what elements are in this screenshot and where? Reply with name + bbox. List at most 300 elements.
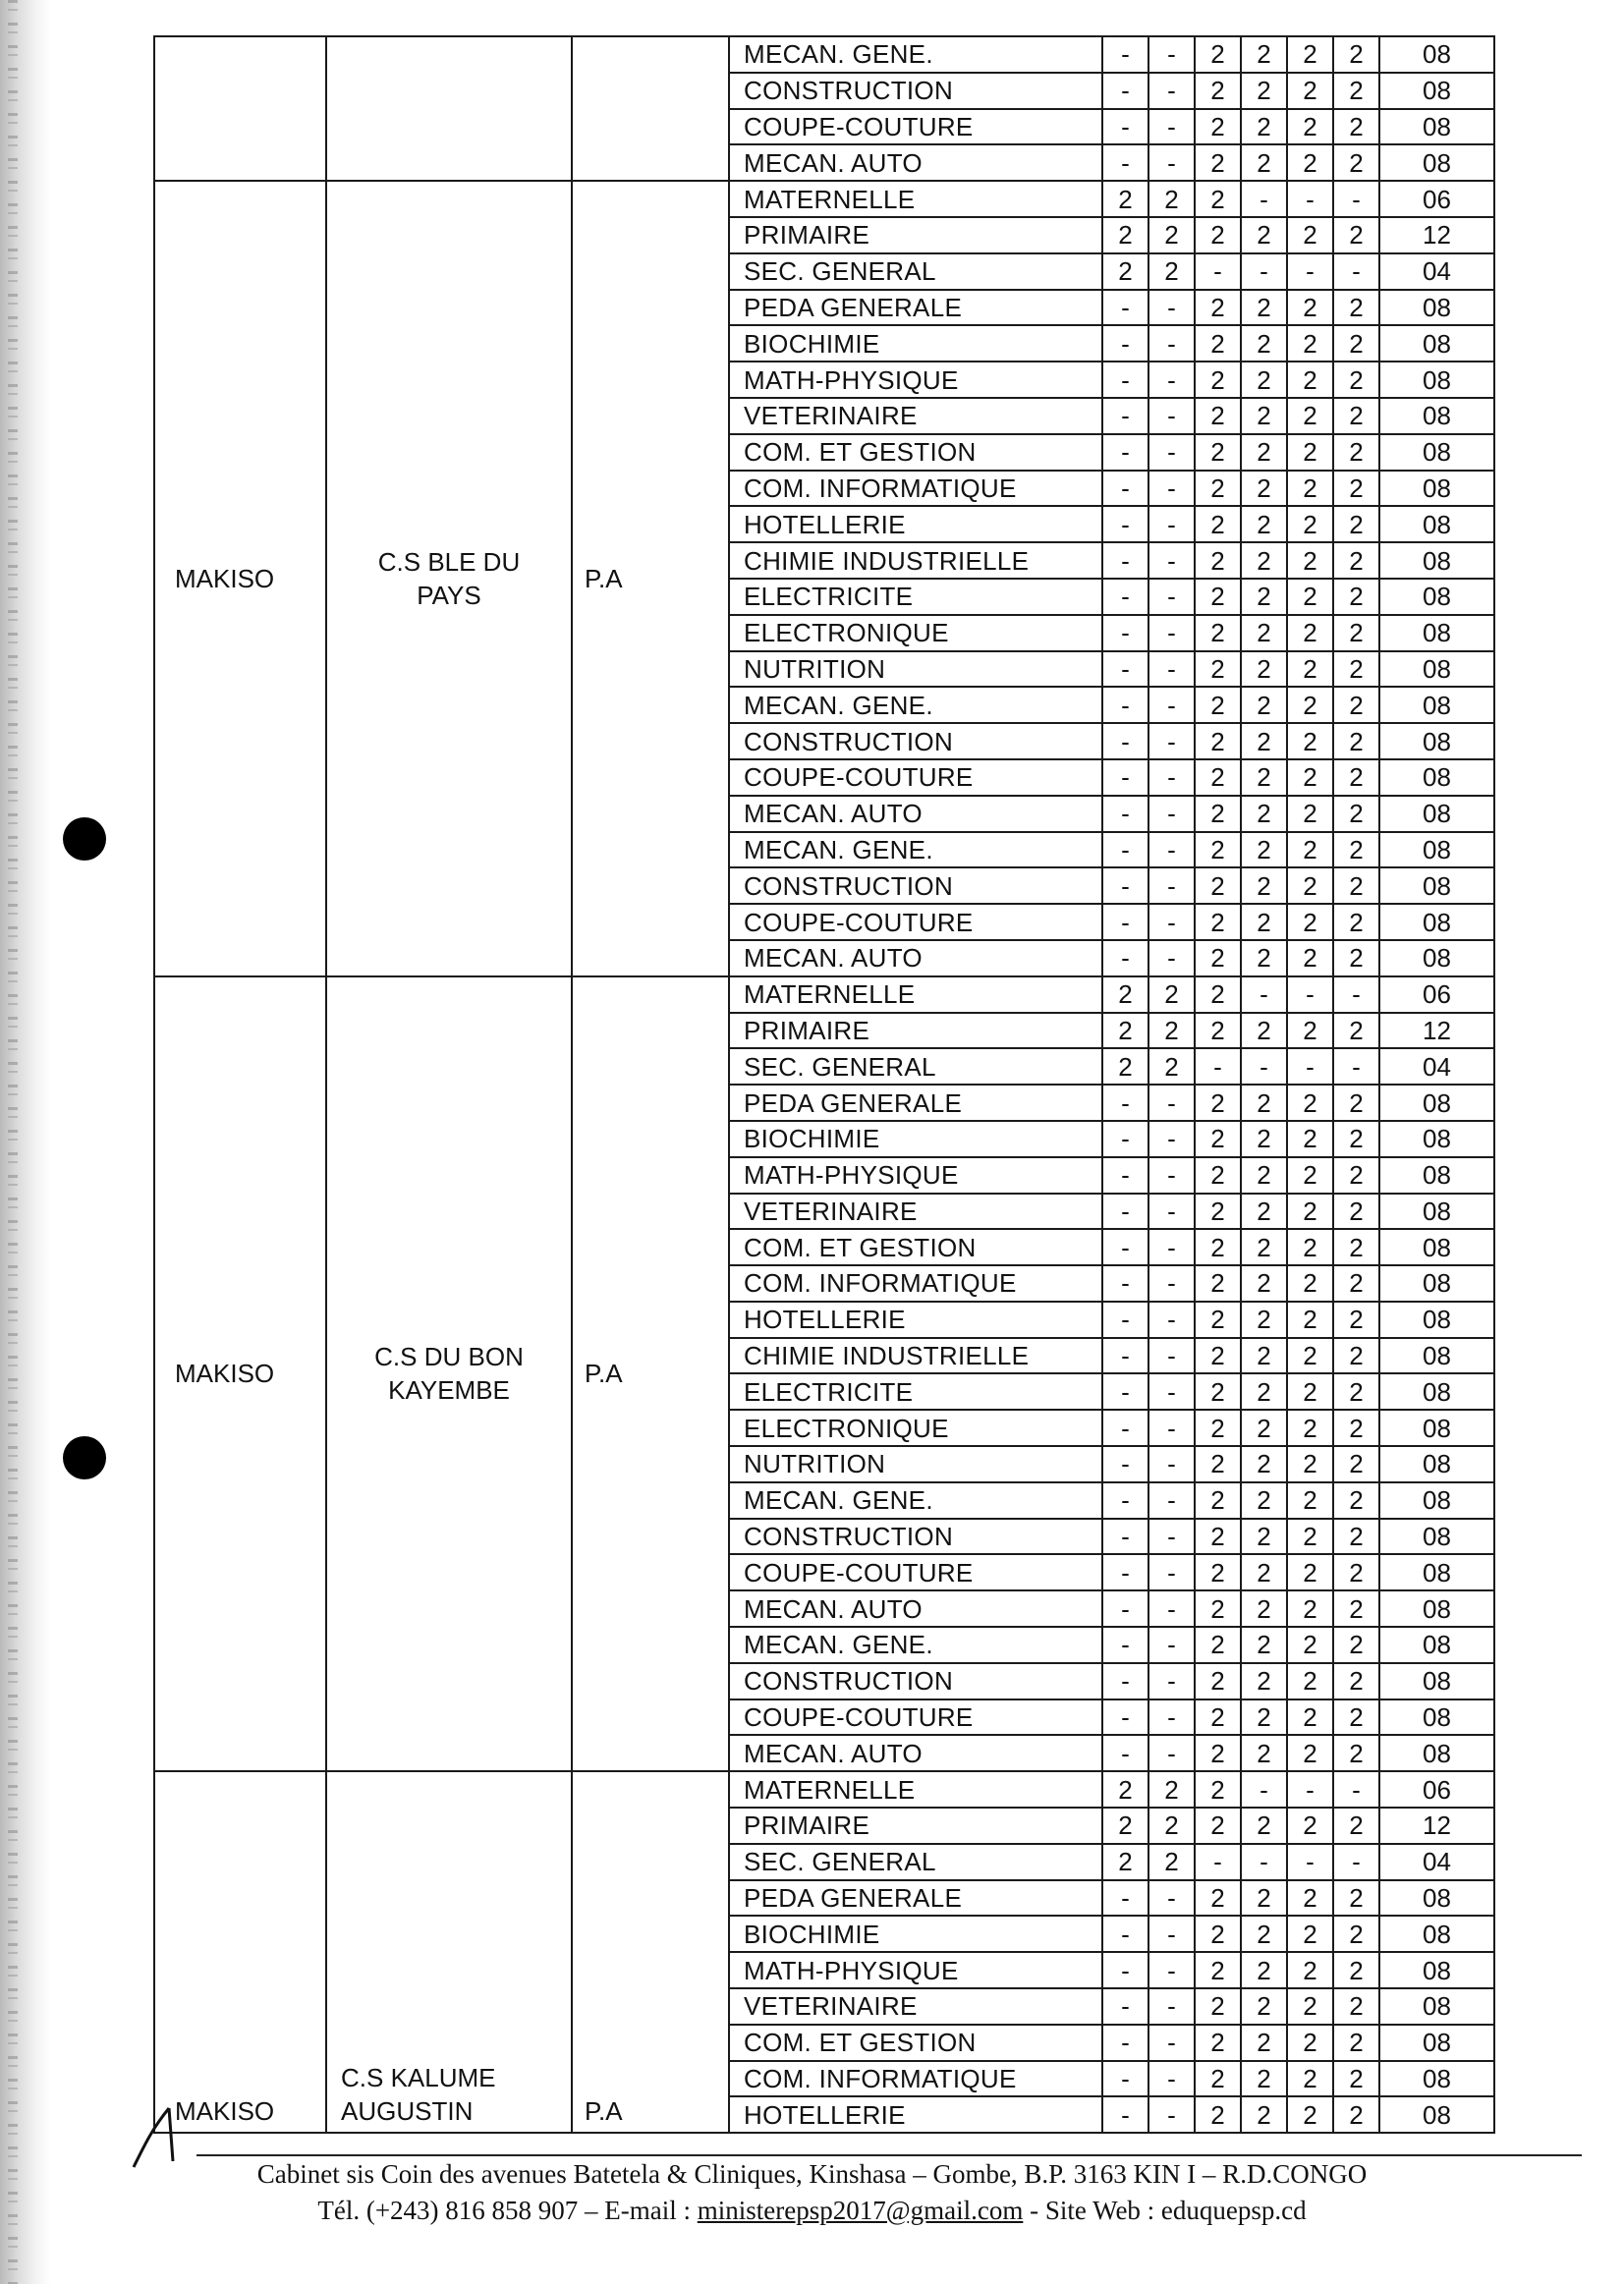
school-name-cell bbox=[326, 976, 572, 1772]
grade-count-cell: 2 bbox=[1287, 1627, 1333, 1663]
grade-count-cell: 2 bbox=[1195, 1302, 1241, 1338]
grade-count-cell: 2 bbox=[1102, 1771, 1148, 1808]
grade-count-cell: 2 bbox=[1195, 1121, 1241, 1157]
footer-address: Cabinet sis Coin des avenues Batetela & Cliniques, Kinshasa – Gombe, B.P. 3163 KIN I – R.D.CONGO bbox=[256, 2159, 1368, 2189]
grade-count-cell: - bbox=[1148, 1157, 1195, 1194]
grade-count-cell: 2 bbox=[1241, 1988, 1287, 2025]
grade-count-cell: 2 bbox=[1287, 1265, 1333, 1302]
grade-count-cell: - bbox=[1195, 1844, 1241, 1880]
grade-count-cell: - bbox=[1148, 940, 1195, 976]
grade-count-cell: 2 bbox=[1241, 1952, 1287, 1988]
footer-phone: Tél. (+243) 816 858 907 – E-mail : bbox=[317, 2196, 698, 2225]
grade-count-cell: 2 bbox=[1287, 1952, 1333, 1988]
total-cell: 08 bbox=[1379, 2096, 1494, 2133]
school-name-line: C.S BLE DU bbox=[377, 546, 521, 577]
grade-count-cell: - bbox=[1102, 832, 1148, 868]
school-name-cell bbox=[326, 181, 572, 976]
grade-count-cell: 2 bbox=[1195, 2096, 1241, 2133]
grade-count-cell: 2 bbox=[1195, 434, 1241, 471]
total-cell: 08 bbox=[1379, 615, 1494, 651]
grade-count-cell: - bbox=[1102, 2096, 1148, 2133]
region-cell: MAKISO bbox=[154, 976, 326, 1772]
grade-count-cell: 2 bbox=[1333, 940, 1379, 976]
section-name-cell: MECAN. GENE. bbox=[729, 687, 1102, 723]
grade-count-cell: 2 bbox=[1102, 1048, 1148, 1085]
grade-count-cell: 2 bbox=[1287, 1229, 1333, 1265]
grade-count-cell: - bbox=[1102, 109, 1148, 145]
grade-count-cell: - bbox=[1148, 398, 1195, 434]
total-cell: 06 bbox=[1379, 1771, 1494, 1808]
grade-count-cell: - bbox=[1102, 2025, 1148, 2061]
grade-count-cell: - bbox=[1102, 1302, 1148, 1338]
grade-count-cell: 2 bbox=[1241, 651, 1287, 688]
grade-count-cell: - bbox=[1148, 1121, 1195, 1157]
grade-count-cell: - bbox=[1148, 506, 1195, 542]
section-name-cell: ELECTRICITE bbox=[729, 1373, 1102, 1410]
grade-count-cell: - bbox=[1148, 325, 1195, 362]
grade-count-cell: 2 bbox=[1195, 542, 1241, 579]
grade-count-cell: 2 bbox=[1287, 325, 1333, 362]
grade-count-cell: 2 bbox=[1195, 1916, 1241, 1952]
punch-hole bbox=[63, 1436, 106, 1479]
table-row bbox=[154, 181, 1494, 217]
grade-count-cell: 2 bbox=[1333, 471, 1379, 507]
grade-count-cell: 2 bbox=[1333, 1808, 1379, 1844]
grade-count-cell: 2 bbox=[1287, 1663, 1333, 1699]
total-cell: 08 bbox=[1379, 506, 1494, 542]
grade-count-cell: - bbox=[1148, 1952, 1195, 1988]
total-cell: 08 bbox=[1379, 1229, 1494, 1265]
section-name-cell: COM. ET GESTION bbox=[729, 1229, 1102, 1265]
grade-count-cell: 2 bbox=[1195, 217, 1241, 253]
footer-site: - Site Web : eduquepsp.cd bbox=[1023, 2196, 1307, 2225]
grade-count-cell: 2 bbox=[1333, 615, 1379, 651]
section-name-cell: COM. INFORMATIQUE bbox=[729, 1265, 1102, 1302]
grade-count-cell: 2 bbox=[1195, 1519, 1241, 1555]
grade-count-cell: 2 bbox=[1195, 976, 1241, 1013]
grade-count-cell: 2 bbox=[1195, 1808, 1241, 1844]
section-name-cell: HOTELLERIE bbox=[729, 1302, 1102, 1338]
grade-count-cell: 2 bbox=[1195, 290, 1241, 326]
grade-count-cell: 2 bbox=[1241, 434, 1287, 471]
grade-count-cell: - bbox=[1148, 579, 1195, 615]
grade-count-cell: - bbox=[1148, 109, 1195, 145]
grade-count-cell: 2 bbox=[1195, 687, 1241, 723]
grade-count-cell: 2 bbox=[1333, 2096, 1379, 2133]
grade-count-cell: 2 bbox=[1287, 362, 1333, 398]
grade-count-cell: 2 bbox=[1241, 1590, 1287, 1627]
grade-count-cell: - bbox=[1333, 1844, 1379, 1880]
grade-count-cell: 2 bbox=[1287, 615, 1333, 651]
grade-count-cell: - bbox=[1148, 1590, 1195, 1627]
school-name-line: PAYS bbox=[417, 580, 481, 610]
grade-count-cell: 2 bbox=[1287, 687, 1333, 723]
grade-count-cell: 2 bbox=[1241, 1554, 1287, 1590]
grade-count-cell: 2 bbox=[1241, 217, 1287, 253]
grade-count-cell: - bbox=[1287, 976, 1333, 1013]
grade-count-cell: 2 bbox=[1195, 1735, 1241, 1771]
grade-count-cell: 2 bbox=[1241, 832, 1287, 868]
grade-count-cell: 2 bbox=[1333, 1880, 1379, 1917]
grade-count-cell: - bbox=[1148, 1446, 1195, 1482]
grade-count-cell: - bbox=[1148, 1302, 1195, 1338]
section-name-cell: MECAN. GENE. bbox=[729, 1482, 1102, 1519]
grade-count-cell: 2 bbox=[1333, 542, 1379, 579]
section-name-cell: MATH-PHYSIQUE bbox=[729, 1157, 1102, 1194]
grade-count-cell: - bbox=[1148, 1880, 1195, 1917]
grade-count-cell: 2 bbox=[1148, 1808, 1195, 1844]
section-name-cell: ELECTRONIQUE bbox=[729, 615, 1102, 651]
grade-count-cell: - bbox=[1241, 976, 1287, 1013]
section-name-cell: CONSTRUCTION bbox=[729, 1663, 1102, 1699]
grade-count-cell: - bbox=[1333, 976, 1379, 1013]
section-name-cell: COM. INFORMATIQUE bbox=[729, 2061, 1102, 2097]
grade-count-cell: 2 bbox=[1241, 1373, 1287, 1410]
grade-count-cell: - bbox=[1102, 615, 1148, 651]
footer-email-link[interactable]: ministerepsp2017@gmail.com bbox=[697, 2196, 1024, 2225]
total-cell: 08 bbox=[1379, 579, 1494, 615]
grade-count-cell: 2 bbox=[1102, 1844, 1148, 1880]
total-cell: 08 bbox=[1379, 1373, 1494, 1410]
grade-count-cell: - bbox=[1148, 1735, 1195, 1771]
total-cell: 08 bbox=[1379, 290, 1494, 326]
total-cell: 08 bbox=[1379, 1410, 1494, 1446]
grade-count-cell: 2 bbox=[1333, 1302, 1379, 1338]
region-cell bbox=[154, 36, 326, 181]
grade-count-cell: 2 bbox=[1287, 217, 1333, 253]
grade-count-cell: - bbox=[1102, 1085, 1148, 1121]
grade-count-cell: 2 bbox=[1195, 2025, 1241, 2061]
total-cell: 08 bbox=[1379, 1735, 1494, 1771]
grade-count-cell: - bbox=[1148, 687, 1195, 723]
total-cell: 08 bbox=[1379, 398, 1494, 434]
grade-count-cell: - bbox=[1148, 1482, 1195, 1519]
grade-count-cell: 2 bbox=[1241, 940, 1287, 976]
grade-count-cell: 2 bbox=[1333, 1988, 1379, 2025]
grade-count-cell: 2 bbox=[1287, 73, 1333, 109]
grade-count-cell: - bbox=[1287, 253, 1333, 290]
region-cell: MAKISO bbox=[154, 181, 326, 976]
grade-count-cell: 2 bbox=[1241, 1410, 1287, 1446]
grade-count-cell: 2 bbox=[1287, 759, 1333, 796]
grade-count-cell: - bbox=[1287, 1048, 1333, 1085]
section-name-cell: PRIMAIRE bbox=[729, 1808, 1102, 1844]
management-type-cell: P.A bbox=[572, 976, 729, 1772]
grade-count-cell: - bbox=[1333, 253, 1379, 290]
grade-count-cell: 2 bbox=[1148, 1013, 1195, 1049]
total-cell: 04 bbox=[1379, 1844, 1494, 1880]
grade-count-cell: 2 bbox=[1333, 217, 1379, 253]
grade-count-cell: - bbox=[1102, 471, 1148, 507]
total-cell: 08 bbox=[1379, 832, 1494, 868]
total-cell: 08 bbox=[1379, 867, 1494, 904]
grade-count-cell: - bbox=[1148, 2061, 1195, 2097]
total-cell: 08 bbox=[1379, 109, 1494, 145]
section-name-cell: PEDA GENERALE bbox=[729, 290, 1102, 326]
grade-count-cell: - bbox=[1102, 1338, 1148, 1374]
grade-count-cell: 2 bbox=[1195, 940, 1241, 976]
table-row bbox=[154, 1771, 1494, 1808]
grade-count-cell: 2 bbox=[1333, 1265, 1379, 1302]
grade-count-cell: - bbox=[1102, 1554, 1148, 1590]
grade-count-cell: 2 bbox=[1287, 1590, 1333, 1627]
grade-count-cell: 2 bbox=[1333, 1663, 1379, 1699]
grade-count-cell: 2 bbox=[1195, 1446, 1241, 1482]
section-name-cell: SEC. GENERAL bbox=[729, 1048, 1102, 1085]
grade-count-cell: - bbox=[1102, 1482, 1148, 1519]
total-cell: 08 bbox=[1379, 723, 1494, 759]
section-name-cell: CONSTRUCTION bbox=[729, 1519, 1102, 1555]
grade-count-cell: 2 bbox=[1195, 1554, 1241, 1590]
total-cell: 08 bbox=[1379, 940, 1494, 976]
grade-count-cell: 2 bbox=[1287, 109, 1333, 145]
grade-count-cell: 2 bbox=[1287, 1554, 1333, 1590]
management-type-cell: P.A bbox=[572, 181, 729, 976]
grade-count-cell: 2 bbox=[1333, 1229, 1379, 1265]
grade-count-cell: 2 bbox=[1241, 36, 1287, 73]
grade-count-cell: 2 bbox=[1195, 1265, 1241, 1302]
grade-count-cell: 2 bbox=[1287, 1699, 1333, 1736]
grade-count-cell: - bbox=[1102, 2061, 1148, 2097]
grade-count-cell: 2 bbox=[1333, 579, 1379, 615]
grade-count-cell: 2 bbox=[1287, 506, 1333, 542]
grade-count-cell: - bbox=[1102, 73, 1148, 109]
section-name-cell: NUTRITION bbox=[729, 1446, 1102, 1482]
grade-count-cell: 2 bbox=[1195, 723, 1241, 759]
grade-count-cell: - bbox=[1102, 1194, 1148, 1230]
section-name-cell: HOTELLERIE bbox=[729, 506, 1102, 542]
grade-count-cell: 2 bbox=[1195, 1952, 1241, 1988]
section-name-cell: PRIMAIRE bbox=[729, 217, 1102, 253]
grade-count-cell: - bbox=[1148, 1519, 1195, 1555]
grade-count-cell: 2 bbox=[1241, 1916, 1287, 1952]
section-name-cell: BIOCHIMIE bbox=[729, 1121, 1102, 1157]
grade-count-cell: - bbox=[1148, 471, 1195, 507]
grade-count-cell: - bbox=[1102, 1627, 1148, 1663]
school-name-line: C.S DU BON bbox=[374, 1342, 524, 1372]
section-name-cell: CONSTRUCTION bbox=[729, 723, 1102, 759]
total-cell: 08 bbox=[1379, 1952, 1494, 1988]
grade-count-cell: 2 bbox=[1241, 362, 1287, 398]
section-name-cell: MECAN. AUTO bbox=[729, 940, 1102, 976]
grade-count-cell: 2 bbox=[1241, 290, 1287, 326]
table-row bbox=[154, 976, 1494, 1013]
grade-count-cell: 2 bbox=[1195, 398, 1241, 434]
grade-count-cell: - bbox=[1102, 1952, 1148, 1988]
grade-count-cell: 2 bbox=[1333, 2061, 1379, 2097]
grade-count-cell: 2 bbox=[1241, 2025, 1287, 2061]
grade-count-cell: 2 bbox=[1333, 1916, 1379, 1952]
grade-count-cell: 2 bbox=[1333, 1013, 1379, 1049]
grade-count-cell: 2 bbox=[1241, 687, 1287, 723]
grade-count-cell: 2 bbox=[1195, 1771, 1241, 1808]
grade-count-cell: - bbox=[1102, 1988, 1148, 2025]
total-cell: 08 bbox=[1379, 434, 1494, 471]
total-cell: 08 bbox=[1379, 1265, 1494, 1302]
grade-count-cell: 2 bbox=[1241, 796, 1287, 832]
grade-count-cell: 2 bbox=[1333, 290, 1379, 326]
total-cell: 08 bbox=[1379, 1916, 1494, 1952]
grade-count-cell: 2 bbox=[1241, 1663, 1287, 1699]
grade-count-cell: 2 bbox=[1195, 1880, 1241, 1917]
grade-count-cell: 2 bbox=[1287, 1338, 1333, 1374]
total-cell: 08 bbox=[1379, 651, 1494, 688]
grade-count-cell: 2 bbox=[1333, 434, 1379, 471]
grade-count-cell: 2 bbox=[1241, 1446, 1287, 1482]
grade-count-cell: - bbox=[1241, 253, 1287, 290]
grade-count-cell: - bbox=[1195, 1048, 1241, 1085]
section-name-cell: VETERINAIRE bbox=[729, 1988, 1102, 2025]
grade-count-cell: 2 bbox=[1333, 73, 1379, 109]
grade-count-cell: 2 bbox=[1241, 2061, 1287, 2097]
grade-count-cell: - bbox=[1102, 1590, 1148, 1627]
grade-count-cell: - bbox=[1102, 1373, 1148, 1410]
grade-count-cell: 2 bbox=[1333, 506, 1379, 542]
grade-count-cell: - bbox=[1287, 1771, 1333, 1808]
grade-count-cell: - bbox=[1102, 1735, 1148, 1771]
grade-count-cell: 2 bbox=[1287, 1302, 1333, 1338]
grade-count-cell: 2 bbox=[1241, 542, 1287, 579]
grade-count-cell: 2 bbox=[1241, 109, 1287, 145]
total-cell: 12 bbox=[1379, 1013, 1494, 1049]
grade-count-cell: 2 bbox=[1241, 144, 1287, 181]
section-name-cell: MECAN. AUTO bbox=[729, 1590, 1102, 1627]
total-cell: 08 bbox=[1379, 796, 1494, 832]
total-cell: 08 bbox=[1379, 1085, 1494, 1121]
grade-count-cell: 2 bbox=[1195, 1157, 1241, 1194]
grade-count-cell: 2 bbox=[1195, 832, 1241, 868]
grade-count-cell: - bbox=[1148, 2025, 1195, 2061]
total-cell: 12 bbox=[1379, 1808, 1494, 1844]
grade-count-cell: 2 bbox=[1287, 940, 1333, 976]
grade-count-cell: 2 bbox=[1333, 325, 1379, 362]
grade-count-cell: - bbox=[1148, 1554, 1195, 1590]
grade-count-cell: 2 bbox=[1102, 181, 1148, 217]
grade-count-cell: 2 bbox=[1195, 1338, 1241, 1374]
grade-count-cell: - bbox=[1102, 1121, 1148, 1157]
grade-count-cell: 2 bbox=[1287, 2025, 1333, 2061]
grade-count-cell: 2 bbox=[1241, 579, 1287, 615]
grade-count-cell: 2 bbox=[1195, 904, 1241, 940]
total-cell: 08 bbox=[1379, 687, 1494, 723]
grade-count-cell: 2 bbox=[1148, 1771, 1195, 1808]
grade-count-cell: 2 bbox=[1287, 796, 1333, 832]
grade-count-cell: 2 bbox=[1241, 1627, 1287, 1663]
total-cell: 04 bbox=[1379, 1048, 1494, 1085]
total-cell: 08 bbox=[1379, 1338, 1494, 1374]
grade-count-cell: - bbox=[1148, 1663, 1195, 1699]
section-name-cell: MECAN. GENE. bbox=[729, 832, 1102, 868]
grade-count-cell: - bbox=[1148, 1410, 1195, 1446]
section-name-cell: COUPE-COUTURE bbox=[729, 759, 1102, 796]
section-name-cell: CHIMIE INDUSTRIELLE bbox=[729, 1338, 1102, 1374]
grade-count-cell: - bbox=[1102, 687, 1148, 723]
total-cell: 06 bbox=[1379, 976, 1494, 1013]
schools-sections-table bbox=[153, 35, 1495, 2134]
grade-count-cell: 2 bbox=[1241, 1880, 1287, 1917]
total-cell: 08 bbox=[1379, 1194, 1494, 1230]
total-cell: 08 bbox=[1379, 73, 1494, 109]
grade-count-cell: 2 bbox=[1287, 1085, 1333, 1121]
grade-count-cell: - bbox=[1148, 73, 1195, 109]
grade-count-cell: - bbox=[1148, 832, 1195, 868]
grade-count-cell: - bbox=[1102, 867, 1148, 904]
grade-count-cell: 2 bbox=[1195, 796, 1241, 832]
section-name-cell: ELECTRONIQUE bbox=[729, 1410, 1102, 1446]
grade-count-cell: 2 bbox=[1287, 471, 1333, 507]
grade-count-cell: 2 bbox=[1241, 867, 1287, 904]
grade-count-cell: - bbox=[1148, 1699, 1195, 1736]
grade-count-cell: 2 bbox=[1241, 723, 1287, 759]
grade-count-cell: 2 bbox=[1333, 1373, 1379, 1410]
grade-count-cell: 2 bbox=[1287, 1519, 1333, 1555]
grade-count-cell: - bbox=[1102, 651, 1148, 688]
section-name-cell: MATERNELLE bbox=[729, 181, 1102, 217]
grade-count-cell: 2 bbox=[1333, 796, 1379, 832]
section-name-cell: SEC. GENERAL bbox=[729, 1844, 1102, 1880]
grade-count-cell: - bbox=[1148, 904, 1195, 940]
grade-count-cell: - bbox=[1102, 1663, 1148, 1699]
section-name-cell: COUPE-COUTURE bbox=[729, 109, 1102, 145]
grade-count-cell: 2 bbox=[1287, 1880, 1333, 1917]
grade-count-cell: 2 bbox=[1195, 1410, 1241, 1446]
grade-count-cell: 2 bbox=[1333, 1121, 1379, 1157]
grade-count-cell: 2 bbox=[1195, 615, 1241, 651]
grade-count-cell: - bbox=[1102, 904, 1148, 940]
grade-count-cell: - bbox=[1148, 759, 1195, 796]
grade-count-cell: - bbox=[1102, 506, 1148, 542]
grade-count-cell: - bbox=[1148, 796, 1195, 832]
grade-count-cell: 2 bbox=[1195, 362, 1241, 398]
grade-count-cell: - bbox=[1148, 434, 1195, 471]
section-name-cell: MECAN. AUTO bbox=[729, 796, 1102, 832]
total-cell: 08 bbox=[1379, 2061, 1494, 2097]
grade-count-cell: 2 bbox=[1287, 1482, 1333, 1519]
total-cell: 08 bbox=[1379, 1663, 1494, 1699]
grade-count-cell: 2 bbox=[1287, 1121, 1333, 1157]
management-type-cell: P.A bbox=[572, 1771, 729, 2133]
grade-count-cell: 2 bbox=[1241, 615, 1287, 651]
grade-count-cell: 2 bbox=[1287, 867, 1333, 904]
section-name-cell: PEDA GENERALE bbox=[729, 1085, 1102, 1121]
grade-count-cell: 2 bbox=[1333, 1410, 1379, 1446]
grade-count-cell: - bbox=[1102, 1410, 1148, 1446]
grade-count-cell: 2 bbox=[1148, 217, 1195, 253]
grade-count-cell: 2 bbox=[1241, 1338, 1287, 1374]
grade-count-cell: - bbox=[1241, 1048, 1287, 1085]
grade-count-cell: - bbox=[1102, 579, 1148, 615]
grade-count-cell: 2 bbox=[1333, 1519, 1379, 1555]
grade-count-cell: 2 bbox=[1287, 1446, 1333, 1482]
grade-count-cell: 2 bbox=[1287, 579, 1333, 615]
grade-count-cell: 2 bbox=[1333, 1338, 1379, 1374]
total-cell: 08 bbox=[1379, 471, 1494, 507]
grade-count-cell: 2 bbox=[1287, 651, 1333, 688]
section-name-cell: VETERINAIRE bbox=[729, 1194, 1102, 1230]
grade-count-cell: 2 bbox=[1148, 1844, 1195, 1880]
section-name-cell: COM. ET GESTION bbox=[729, 434, 1102, 471]
grade-count-cell: - bbox=[1102, 1265, 1148, 1302]
grade-count-cell: 2 bbox=[1333, 1157, 1379, 1194]
grade-count-cell: - bbox=[1148, 1085, 1195, 1121]
grade-count-cell: - bbox=[1148, 290, 1195, 326]
grade-count-cell: - bbox=[1102, 290, 1148, 326]
grade-count-cell: 2 bbox=[1102, 976, 1148, 1013]
total-cell: 08 bbox=[1379, 1157, 1494, 1194]
section-name-cell: BIOCHIMIE bbox=[729, 325, 1102, 362]
management-type-cell bbox=[572, 36, 729, 181]
total-cell: 08 bbox=[1379, 144, 1494, 181]
